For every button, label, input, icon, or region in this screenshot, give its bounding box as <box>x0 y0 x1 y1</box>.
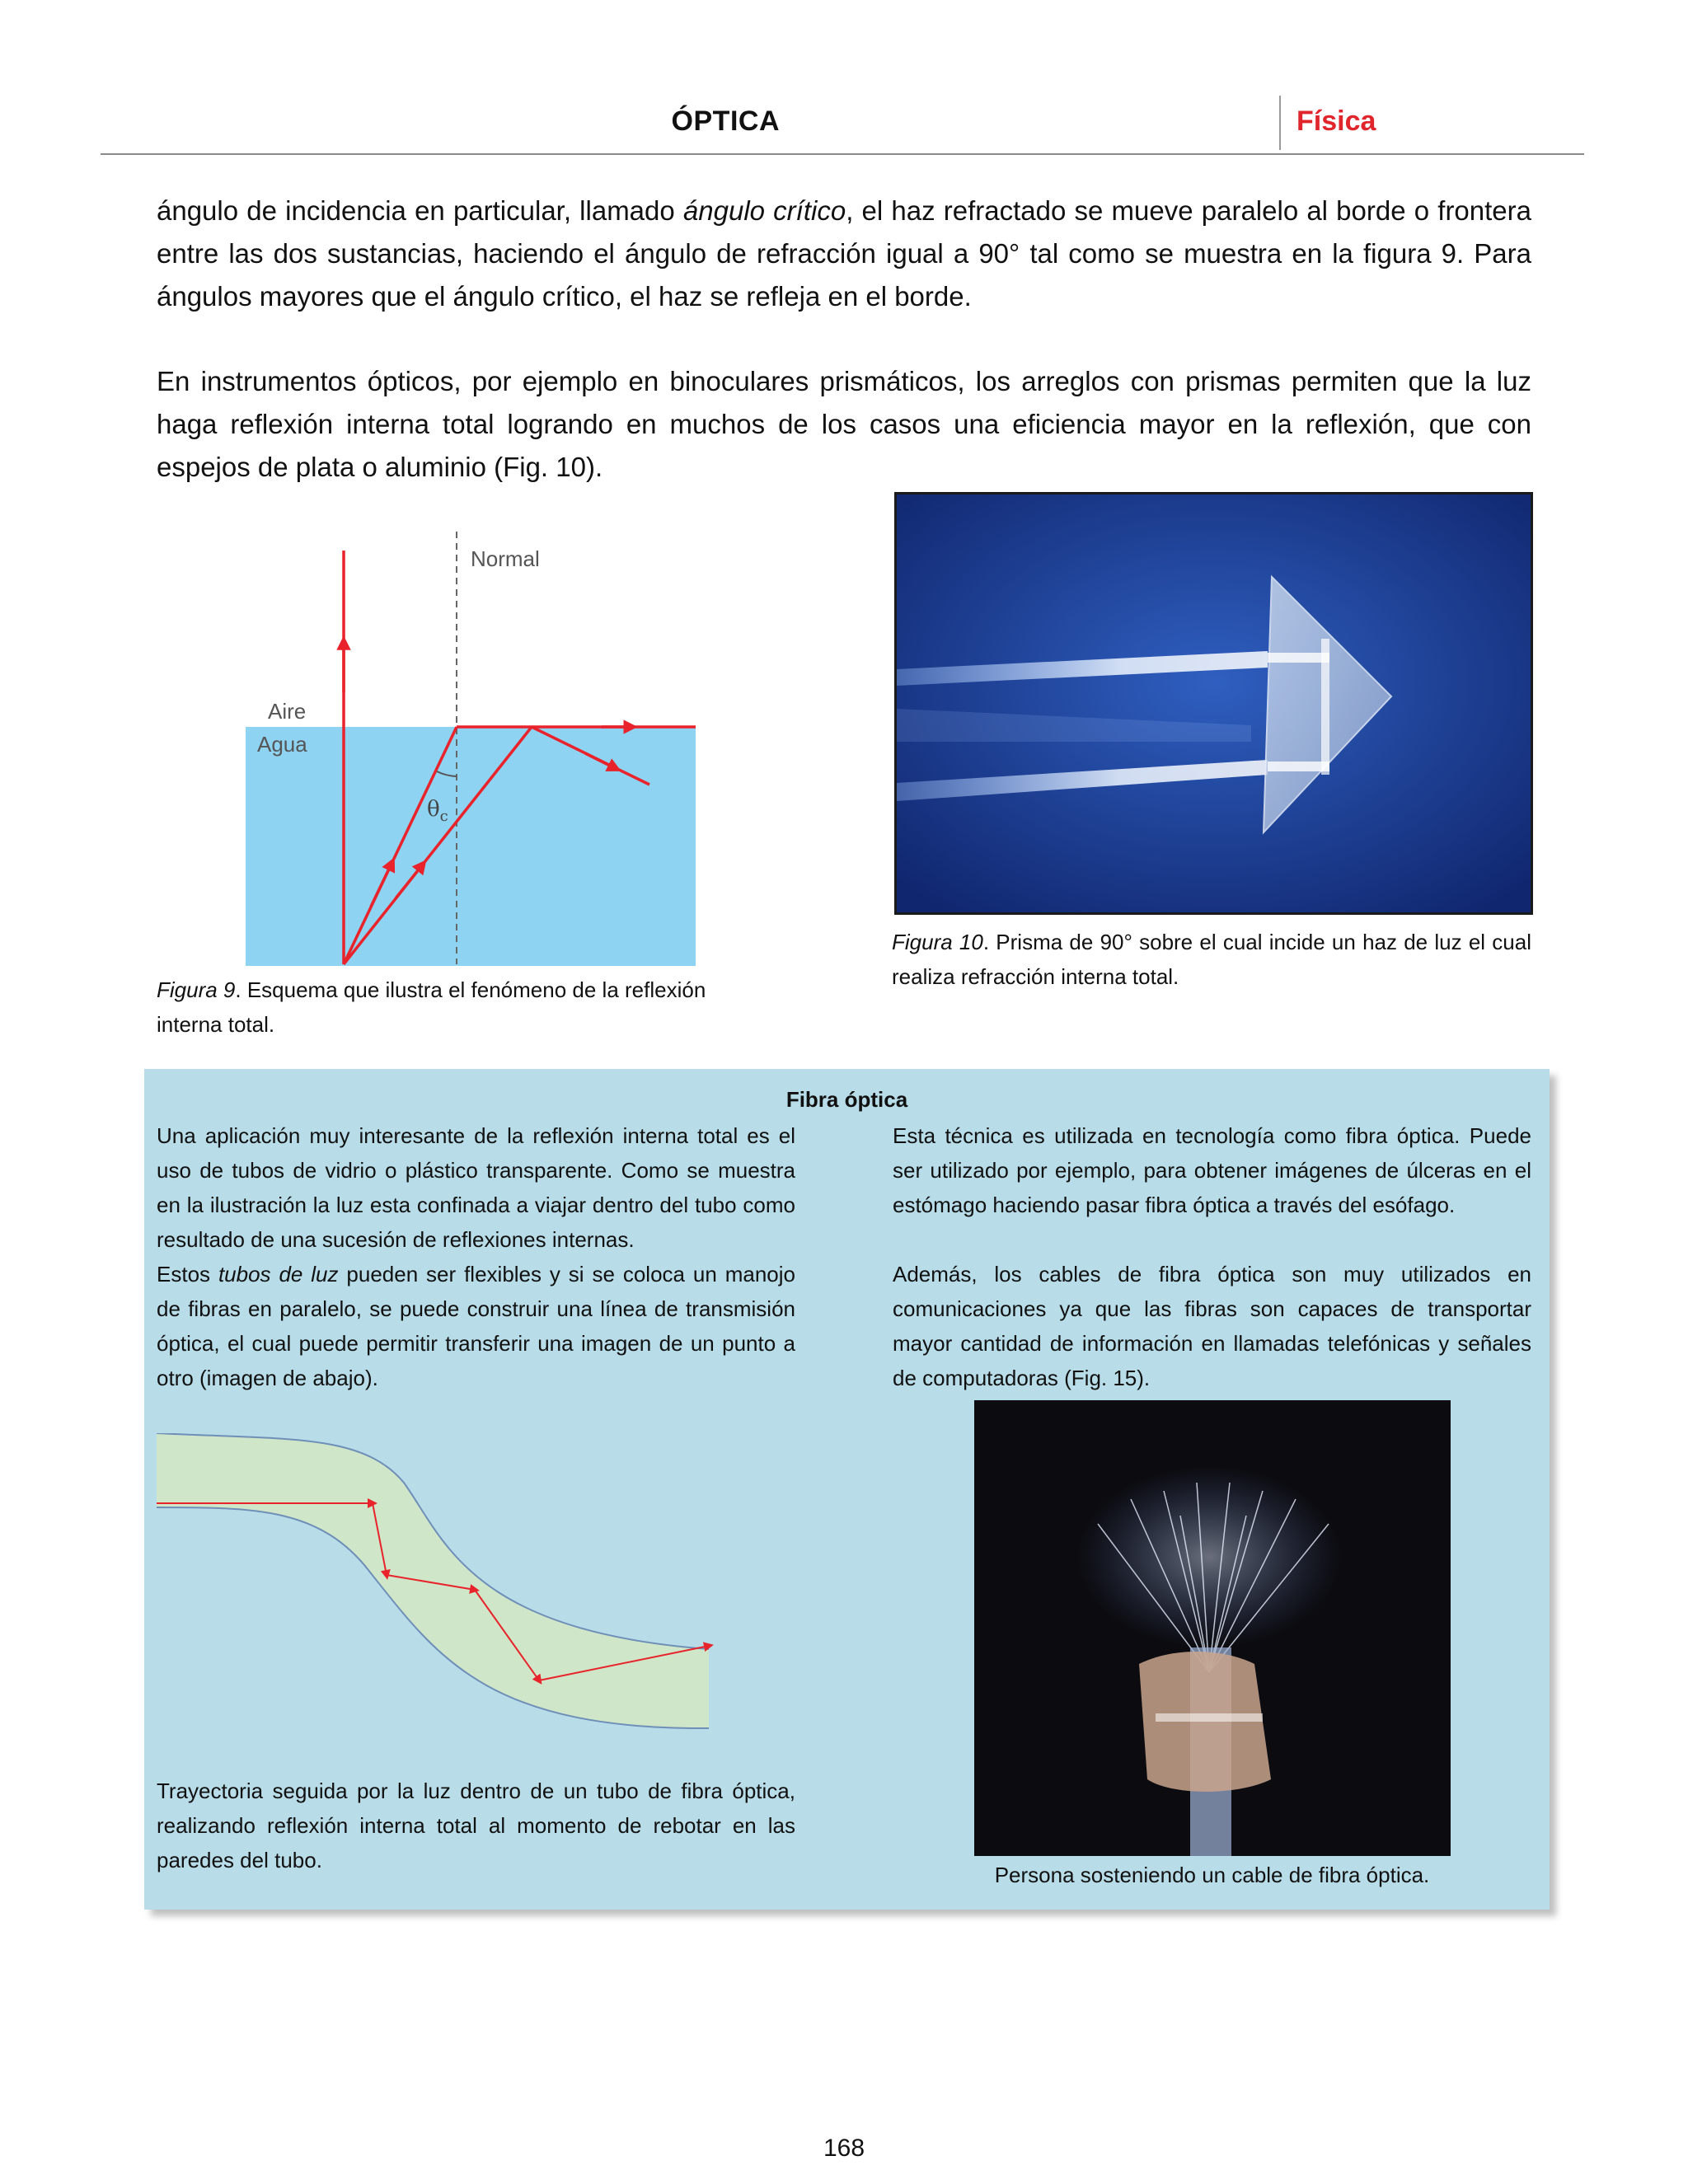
page-number: 168 <box>823 2135 865 2162</box>
header-subject: Física <box>1296 105 1376 137</box>
header-separator <box>1279 96 1281 150</box>
box-right-column <box>893 1118 1531 1395</box>
label-agua: Agua <box>257 732 307 757</box>
box-left-paragraph-1: Una aplicación muy interesante de la reflexión interna total es el uso de tubos de vidrio o plástico transparente. Como se muestra en la ilustración la luz esta confinada a viajar dentro del tubo como resultado de una sucesión de reflexiones internas. <box>157 1123 795 1252</box>
left-p2-text-a: Estos <box>157 1262 218 1286</box>
paragraph-critical-angle <box>157 190 1531 318</box>
left-p2-emphasis: tubos de luz <box>218 1262 339 1286</box>
fiber-optic-photo <box>974 1400 1451 1856</box>
tube-caption: Trayectoria seguida por la luz dentro de un tubo de fibra óptica, realizando reflexión interna total al momento de rebotar en las paredes del tubo. <box>157 1779 795 1872</box>
box-left-paragraph-2 <box>157 1257 795 1395</box>
figure-10-prism-photo <box>894 492 1533 915</box>
fiber-tube-diagram <box>157 1433 725 1734</box>
prism-illustration <box>897 494 1531 912</box>
left-p2-text-b: pueden ser flexibles y si se coloca un manojo de fibras en paralelo, se puede construir una línea de transmisión óptica, el cual puede permitir transferir una imagen de un punto a otro (imagen de abajo). <box>157 1262 795 1390</box>
p1-text-b: , el haz refractado se mueve paralelo al borde o frontera entre las dos sustancias, haciendo el ángulo de refracción igual a 90° tal como se muestra en la figura 9. Para ángulos mayores que el ángulo crítico, el haz se refleja en el borde. <box>157 195 1532 312</box>
figure-9-caption <box>157 972 750 1042</box>
figure-9-text: . Esquema que ilustra el fenómeno de la reflexión interna total. <box>157 977 706 1037</box>
paragraph-optical-instruments: En instrumentos ópticos, por ejemplo en binoculares prismáticos, los arreglos con prismas permiten que la luz haga reflexión interna total logrando en muchos de los casos una eficiencia mayor en la reflexión, que con espejos de plata o aluminio (Fig. 10). <box>157 366 1531 482</box>
fibra-optica-box <box>144 1069 1550 1910</box>
p1-text-a: ángulo de incidencia en particular, llamado <box>157 195 683 226</box>
label-normal: Normal <box>471 546 540 571</box>
figure-9-label: Figura 9 <box>157 977 236 1002</box>
figure-10-text: . Prisma de 90° sobre el cual incide un haz de luz el cual realiza refracción interna total. <box>892 930 1531 989</box>
header-section-title: ÓPTICA <box>671 105 780 137</box>
theta-label: $\theta_c$ <box>427 797 448 825</box>
fiber-photo-caption: Persona sosteniendo un cable de fibra óptica. <box>994 1863 1430 1887</box>
p1-emphasis: ángulo crítico <box>682 195 846 226</box>
figure-9-diagram <box>239 527 709 968</box>
figure-10-label: Figura 10 <box>892 930 983 954</box>
fiber-illustration <box>974 1400 1451 1856</box>
water-region <box>246 727 696 966</box>
figure-10-caption <box>892 925 1531 994</box>
box-title: Fibra óptica <box>785 1087 908 1112</box>
header-rule <box>101 153 1584 155</box>
box-right-paragraph-1: Esta técnica es utilizada en tecnología como fibra óptica. Puede ser utilizado por ejemplo, para obtener imágenes de úlceras en el estómago haciendo pasar fibra óptica a través del esófago. <box>893 1123 1531 1217</box>
tube-fill <box>157 1433 709 1728</box>
box-right-paragraph-2: Además, los cables de fibra óptica son muy utilizados en comunicaciones ya que las fibras son capaces de transportar mayor cantidad de información en llamadas telefónicas y señales de computadoras (Fig. 15). <box>893 1262 1531 1390</box>
box-left-column <box>157 1118 795 1395</box>
label-aire: Aire <box>268 699 307 724</box>
